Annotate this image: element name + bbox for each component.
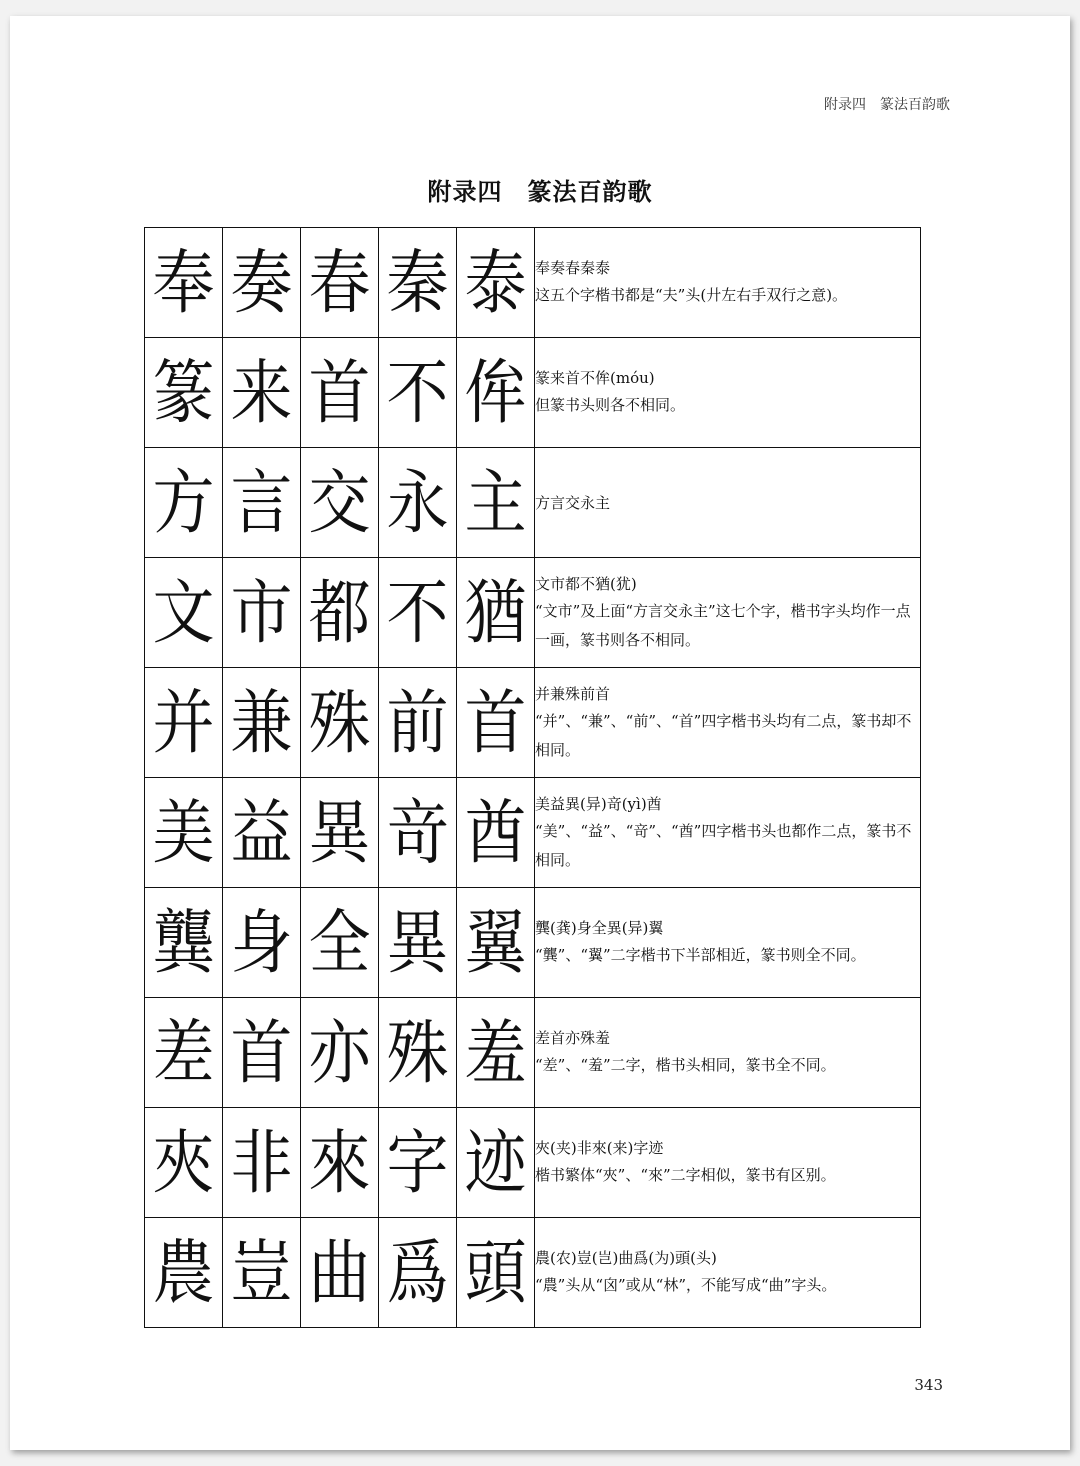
seal-character-cell — [379, 558, 457, 668]
seal-character: 殊 — [308, 681, 371, 763]
seal-character: 竒 — [386, 791, 449, 873]
seal-character: 翼 — [464, 901, 527, 983]
seal-character-cell — [457, 228, 535, 338]
seal-character: 言 — [230, 461, 293, 543]
seal-character-cell — [223, 668, 301, 778]
table-row — [145, 448, 921, 558]
seal-character-cell — [145, 448, 223, 558]
note-heading: 農(农)豈(岂)曲爲(为)頭(头) — [535, 1249, 717, 1267]
seal-character: 亦 — [308, 1011, 371, 1093]
seal-character-cell — [223, 448, 301, 558]
seal-character: 市 — [230, 571, 293, 653]
note-description: “并”、“兼”、“前”、“首”四字楷书头均有二点，篆书却不相同。 — [535, 711, 912, 759]
note-cell — [535, 228, 921, 338]
seal-character-cell — [223, 558, 301, 668]
seal-character: 篆 — [152, 351, 215, 433]
seal-character-cell — [457, 448, 535, 558]
seal-character: 迹 — [464, 1121, 527, 1203]
seal-character-cell — [379, 1108, 457, 1218]
seal-character-cell — [223, 998, 301, 1108]
seal-character: 非 — [230, 1121, 293, 1203]
seal-character: 首 — [308, 351, 371, 433]
seal-character: 龔 — [152, 901, 215, 983]
seal-character-cell — [223, 888, 301, 998]
note-heading: 篆来首不侔(móu) — [535, 369, 655, 387]
seal-character-cell — [223, 228, 301, 338]
seal-character-cell — [379, 888, 457, 998]
seal-character-cell — [301, 1218, 379, 1328]
note-description: 这五个字楷书都是“夫”头(廾左右手双行之意)。 — [535, 286, 848, 304]
seal-character: 美 — [152, 791, 215, 873]
seal-character: 都 — [308, 571, 371, 653]
seal-character-cell — [301, 558, 379, 668]
seal-character: 秦 — [386, 241, 449, 323]
seal-character-cell — [379, 1218, 457, 1328]
seal-character: 前 — [386, 681, 449, 763]
note-description: “農”头从“囟”或从“林”，不能写成“曲”字头。 — [535, 1276, 837, 1294]
seal-character-cell — [145, 778, 223, 888]
seal-character-cell — [145, 1108, 223, 1218]
note-heading: 方言交永主 — [535, 493, 611, 512]
note-description: 但篆书头则各不相同。 — [535, 396, 686, 414]
seal-character: 来 — [230, 351, 293, 433]
seal-character: 不 — [386, 351, 449, 433]
seal-character: 殊 — [386, 1011, 449, 1093]
note-heading: 奉奏春秦泰 — [535, 259, 611, 277]
seal-character-cell — [301, 668, 379, 778]
note-cell — [535, 998, 921, 1108]
seal-character-cell — [145, 228, 223, 338]
note-description: 楷书繁体“夾”、“來”二字相似，篆书有区别。 — [535, 1166, 836, 1184]
seal-character-cell — [145, 338, 223, 448]
seal-character-cell — [457, 888, 535, 998]
note-heading: 龔(龚)身全異(异)翼 — [535, 919, 664, 937]
seal-character: 字 — [386, 1121, 449, 1203]
seal-character: 侔 — [464, 351, 527, 433]
table-row — [145, 778, 921, 888]
table-row — [145, 558, 921, 668]
seal-character: 方 — [152, 461, 215, 543]
seal-character: 差 — [152, 1011, 215, 1093]
table-row — [145, 338, 921, 448]
table-row — [145, 998, 921, 1108]
table-row — [145, 228, 921, 338]
seal-script-table — [144, 227, 921, 1328]
seal-character-cell — [457, 558, 535, 668]
seal-character: 酋 — [464, 791, 527, 873]
seal-character-cell — [145, 1218, 223, 1328]
seal-character: 農 — [152, 1231, 215, 1313]
note-description: “文市”及上面“方言交永主”这七个字，楷书字头均作一点一画，篆书则各不相同。 — [535, 601, 911, 649]
seal-character: 奏 — [230, 241, 293, 323]
seal-character-cell — [223, 1218, 301, 1328]
running-head: 附录四 篆法百韵歌 — [824, 97, 950, 113]
table-row — [145, 1218, 921, 1328]
book-page — [10, 16, 1070, 1450]
seal-character-cell — [145, 888, 223, 998]
seal-character-cell — [457, 998, 535, 1108]
note-heading: 差首亦殊羞 — [535, 1029, 611, 1047]
seal-character: 身 — [230, 901, 293, 983]
seal-character: 不 — [386, 571, 449, 653]
seal-character: 豈 — [230, 1231, 293, 1313]
note-heading: 文市都不猶(犹) — [535, 574, 637, 593]
seal-character-cell — [457, 1218, 535, 1328]
seal-character: 曲 — [308, 1231, 371, 1313]
note-cell — [535, 338, 921, 448]
seal-character-cell — [301, 1108, 379, 1218]
seal-character: 異 — [308, 791, 371, 873]
seal-character: 夾 — [152, 1121, 215, 1203]
seal-character: 永 — [386, 461, 449, 543]
seal-character-cell — [301, 338, 379, 448]
note-cell — [535, 668, 921, 778]
seal-character-cell — [223, 1108, 301, 1218]
seal-character-cell — [379, 998, 457, 1108]
note-cell — [535, 778, 921, 888]
seal-character: 交 — [308, 461, 371, 543]
note-cell — [535, 1218, 921, 1328]
seal-character: 頭 — [464, 1231, 527, 1313]
seal-character-cell — [301, 998, 379, 1108]
seal-character-cell — [457, 668, 535, 778]
seal-character: 并 — [152, 681, 215, 763]
seal-character-cell — [223, 338, 301, 448]
seal-character: 爲 — [386, 1231, 449, 1313]
note-description: “美”、“益”、“竒”、“酋”四字楷书头也都作二点，篆书不相同。 — [535, 821, 912, 869]
seal-character-cell — [301, 448, 379, 558]
seal-character: 猶 — [464, 571, 527, 653]
seal-character-cell — [301, 228, 379, 338]
note-cell — [535, 448, 921, 558]
seal-character: 羞 — [464, 1011, 527, 1093]
page-title: 附录四 篆法百韵歌 — [427, 177, 653, 206]
seal-character-cell — [457, 1108, 535, 1218]
table-row — [145, 888, 921, 998]
seal-character: 兼 — [230, 681, 293, 763]
seal-character-cell — [145, 998, 223, 1108]
seal-character: 首 — [230, 1011, 293, 1093]
note-cell — [535, 888, 921, 998]
seal-character-cell — [301, 778, 379, 888]
note-heading: 并兼殊前首 — [535, 684, 611, 703]
seal-character-cell — [379, 778, 457, 888]
page-number: 343 — [914, 1376, 943, 1394]
seal-character: 異 — [386, 901, 449, 983]
table-row — [145, 668, 921, 778]
note-heading: 美益異(异)竒(yì)酋 — [535, 794, 662, 813]
note-description: “龔”、“翼”二字楷书下半部相近，篆书则全不同。 — [535, 946, 866, 964]
seal-character-cell — [379, 668, 457, 778]
seal-character-cell — [145, 558, 223, 668]
seal-character: 奉 — [152, 241, 215, 323]
seal-character-cell — [301, 888, 379, 998]
seal-character-cell — [379, 228, 457, 338]
note-heading: 夾(夹)非來(来)字迹 — [535, 1139, 664, 1157]
seal-character: 春 — [308, 241, 371, 323]
table-row — [145, 1108, 921, 1218]
seal-character: 來 — [308, 1121, 371, 1203]
seal-character: 主 — [464, 461, 527, 543]
seal-character-cell — [223, 778, 301, 888]
note-description: “差”、“羞”二字，楷书头相同，篆书全不同。 — [535, 1056, 836, 1074]
note-cell — [535, 558, 921, 668]
seal-character: 益 — [230, 791, 293, 873]
seal-character-cell — [379, 338, 457, 448]
seal-character: 首 — [464, 681, 527, 763]
note-cell — [535, 1108, 921, 1218]
seal-character: 文 — [152, 571, 215, 653]
seal-character-cell — [457, 778, 535, 888]
seal-character-cell — [457, 338, 535, 448]
seal-character: 全 — [308, 901, 371, 983]
seal-character-cell — [145, 668, 223, 778]
seal-character: 泰 — [464, 241, 527, 323]
seal-character-cell — [379, 448, 457, 558]
